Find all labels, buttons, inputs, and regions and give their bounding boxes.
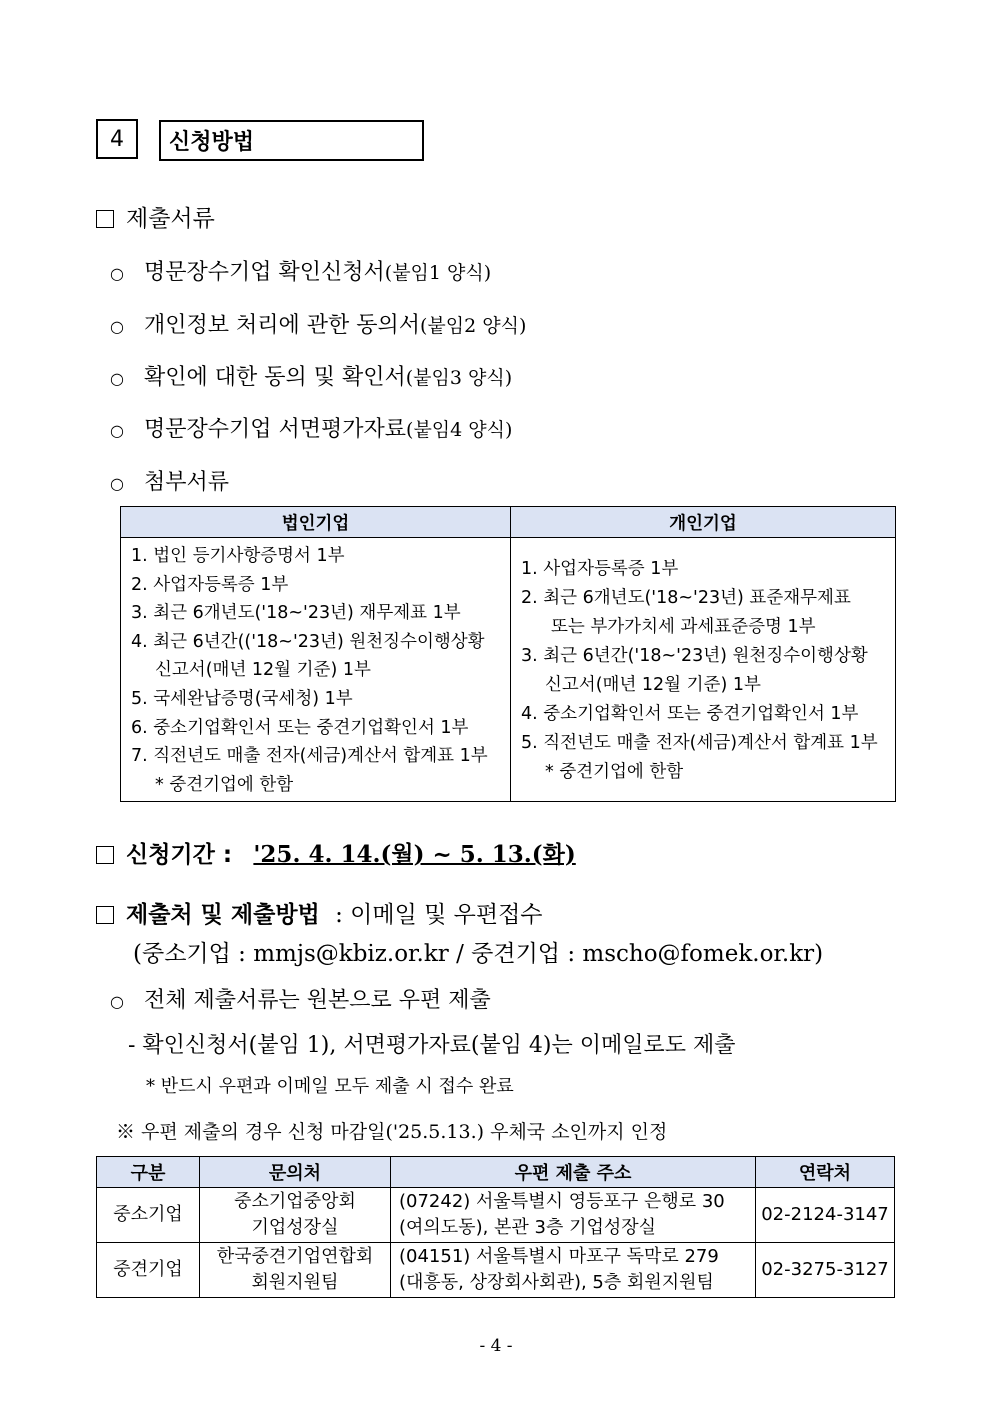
contact-header: 우편 제출 주소 (391, 1157, 756, 1188)
contact-address-line: (여의도동), 본관 3층 기업성장실 (399, 1217, 657, 1238)
list-item-note: (붙임4 양식) (406, 419, 513, 441)
page-number: - 4 - (479, 1336, 513, 1356)
contact-phone: 02-3275-3127 (756, 1243, 895, 1298)
table-header-corp: 법인기업 (121, 507, 511, 538)
indiv-doc-line: 4. 중소기업확인서 또는 중견기업확인서 1부 (521, 703, 859, 724)
list-item (110, 360, 512, 391)
contact-org (200, 1188, 391, 1243)
corp-doc-line: 7. 직전년도 매출 전자(세금)계산서 합계표 1부 (131, 746, 488, 767)
period-label: 신청기간 : (126, 842, 233, 868)
bullet-circle-icon: ○ (110, 264, 124, 283)
indiv-doc-line: 또는 부가가치세 과세표준증명 1부 (551, 616, 816, 637)
list-item-text: 첨부서류 (144, 470, 230, 495)
corp-doc-line: 4. 최근 6년간(('18~'23년) 원천징수이행상황 (131, 631, 485, 652)
contact-phone: 02-2124-3147 (756, 1188, 895, 1243)
contact-org (200, 1243, 391, 1298)
period-value: '25. 4. 14.(월) ~ 5. 13.(화) (253, 841, 576, 868)
list-item (110, 465, 229, 496)
bullet-circle-icon: ○ (110, 369, 124, 388)
corp-doc-line: 1. 법인 등기사항증명서 1부 (131, 546, 345, 566)
indiv-doc-line: 3. 최근 6년간('18~'23년) 원천징수이행상황 (521, 645, 868, 666)
contact-header: 연락처 (756, 1157, 895, 1188)
list-item (110, 255, 491, 286)
submit-line2: - 확인신청서(붙임 1), 서면평가자료(붙임 4)는 이메일로도 제출 (128, 1033, 736, 1058)
submit-line1-row (110, 983, 491, 1014)
indiv-doc-line: 1. 사업자등록증 1부 (521, 558, 679, 579)
corp-doc-line: 5. 국세완납증명(국세청) 1부 (131, 688, 353, 709)
contact-header: 문의처 (200, 1157, 391, 1188)
contact-org-line: 회원지원팀 (251, 1272, 339, 1293)
contact-table (96, 1156, 895, 1298)
bullet-circle-icon: ○ (110, 992, 124, 1011)
corp-doc-line: 3. 최근 6개년도('18~'23년) 재무제표 1부 (131, 603, 461, 624)
list-item (110, 412, 512, 443)
corp-doc-line: 6. 중소기업확인서 또는 중견기업확인서 1부 (131, 717, 469, 738)
table-row (97, 1188, 895, 1243)
contact-address (391, 1188, 756, 1243)
bullet-circle-icon: ○ (110, 474, 124, 493)
list-item-note: (붙임2 양식) (420, 315, 527, 337)
indiv-doc-line: 2. 최근 6개년도('18~'23년) 표준재무제표 (521, 587, 851, 608)
corp-doc-note: * 중견기업에 한함 (155, 774, 294, 795)
list-item-text: 확인에 대한 동의 및 확인서 (144, 365, 406, 390)
list-item-text: 명문장수기업 확인신청서 (144, 260, 385, 285)
list-item-note: (붙임3 양식) (405, 367, 513, 389)
list-item-note: (붙임1 양식) (384, 262, 492, 284)
corp-docs-cell (121, 538, 511, 802)
list-item (110, 308, 526, 339)
indiv-doc-line: 신고서(매년 12월 기준) 1부 (545, 674, 761, 695)
submit-row (96, 896, 543, 929)
contact-org-line: 기업성장실 (251, 1217, 339, 1238)
section-number: 4 (96, 119, 138, 159)
bullet-circle-icon: ○ (110, 421, 124, 440)
submit-emails: (중소기업 : mmjs@kbiz.or.kr / 중견기업 : mscho@fomek.or.kr) (133, 941, 824, 967)
submit-label: 제출처 및 제출방법 (126, 901, 320, 928)
contact-org-line: 중소기업중앙회 (234, 1191, 356, 1212)
docs-heading-row (96, 200, 215, 233)
contact-address (391, 1243, 756, 1298)
submit-line1: 전체 제출서류는 원본으로 우편 제출 (144, 988, 491, 1013)
bullet-circle-icon: ○ (110, 317, 124, 336)
submit-method: : 이메일 및 우편접수 (335, 902, 543, 928)
corp-doc-line: 신고서(매년 12월 기준) 1부 (155, 660, 371, 681)
contact-type: 중소기업 (97, 1188, 200, 1243)
contact-org-line: 한국중견기업연합회 (216, 1246, 374, 1267)
list-item-text: 명문장수기업 서면평가자료 (144, 417, 407, 442)
checkbox-square-icon (96, 210, 114, 228)
docs-heading: 제출서류 (126, 206, 215, 232)
contact-address-line: (대흥동, 상장회사회관), 5층 회원지원팀 (399, 1272, 714, 1293)
contact-header: 구분 (97, 1157, 200, 1188)
table-header-indiv: 개인기업 (511, 507, 896, 538)
indiv-doc-note: * 중견기업에 한함 (545, 761, 684, 782)
checkbox-square-icon (96, 906, 114, 924)
indiv-docs-cell (511, 538, 896, 802)
attachments-table (120, 506, 896, 802)
submit-note: ※ 우편 제출의 경우 신청 마감일('25.5.13.) 우체국 소인까지 인정 (116, 1121, 668, 1143)
corp-doc-line: 2. 사업자등록증 1부 (131, 574, 289, 595)
contact-type: 중견기업 (97, 1243, 200, 1298)
contact-address-line: (04151) 서울특별시 마포구 독막로 279 (399, 1246, 719, 1267)
contact-address-line: (07242) 서울특별시 영등포구 은행로 30 (399, 1191, 725, 1212)
submit-line3: * 반드시 우편과 이메일 모두 제출 시 접수 완료 (146, 1076, 514, 1097)
checkbox-square-icon (96, 846, 114, 864)
list-item-text: 개인정보 처리에 관한 동의서 (144, 313, 421, 338)
section-title: 신청방법 (159, 120, 424, 161)
table-row (97, 1243, 895, 1298)
period-row (96, 836, 576, 869)
indiv-doc-line: 5. 직전년도 매출 전자(세금)계산서 합계표 1부 (521, 732, 878, 753)
